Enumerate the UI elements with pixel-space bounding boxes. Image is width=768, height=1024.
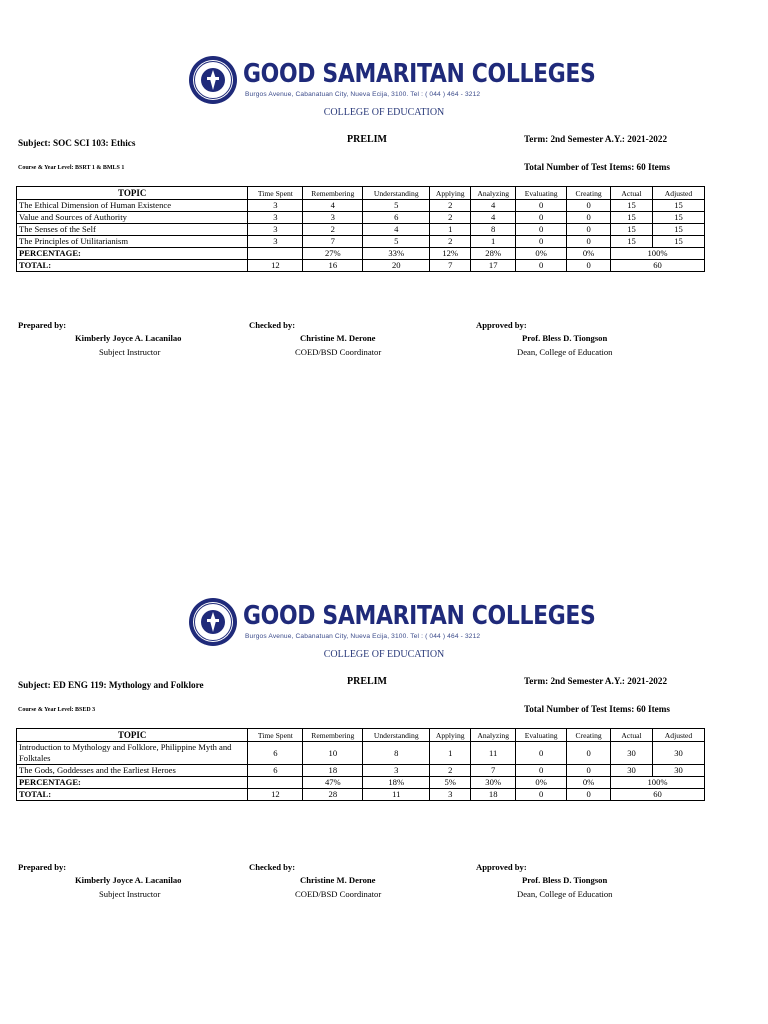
creating-pct: 0% xyxy=(567,248,611,260)
column-header: TOPIC xyxy=(17,729,248,742)
adjusted-cell: 15 xyxy=(653,212,705,224)
understanding-total: 20 xyxy=(363,260,430,272)
evaluating-cell: 0 xyxy=(516,200,567,212)
adjusted-cell: 15 xyxy=(653,236,705,248)
approved-by-label: Approved by: xyxy=(476,320,527,330)
applying-cell: 2 xyxy=(430,236,471,248)
analyzing-cell: 1 xyxy=(471,236,516,248)
evaluating-cell: 0 xyxy=(516,224,567,236)
approved-by-name: Prof. Bless D. Tiongson xyxy=(522,875,608,885)
analyzing-cell: 4 xyxy=(471,212,516,224)
applying-total: 7 xyxy=(430,260,471,272)
prepared-by-title: Subject Instructor xyxy=(99,889,161,899)
total-row xyxy=(17,789,705,801)
topic-cell: The Ethical Dimension of Human Existence xyxy=(17,200,248,212)
remembering-cell: 4 xyxy=(303,200,363,212)
checked-by-name: Christine M. Derone xyxy=(300,333,376,343)
adjusted-cell: 15 xyxy=(653,200,705,212)
actual-cell: 15 xyxy=(611,236,653,248)
time-total: 12 xyxy=(248,260,303,272)
college-name: GOOD SAMARITAN COLLEGES xyxy=(243,601,596,631)
remembering-pct: 27% xyxy=(303,248,363,260)
checked-by-title: COED/BSD Coordinator xyxy=(295,347,382,357)
evaluating-cell: 0 xyxy=(516,765,567,777)
adjusted-cell: 30 xyxy=(653,765,705,777)
evaluating-cell: 0 xyxy=(516,742,567,765)
column-header: Evaluating xyxy=(516,729,567,742)
column-header: Adjusted xyxy=(653,187,705,200)
creating-total: 0 xyxy=(567,789,611,801)
specification-table xyxy=(16,186,705,272)
analyzing-cell: 4 xyxy=(471,200,516,212)
column-header: Understanding xyxy=(363,729,430,742)
term-year: Term: 2nd Semester A.Y.: 2021-2022 xyxy=(524,134,668,144)
time-cell: 3 xyxy=(248,212,303,224)
column-header: Applying xyxy=(430,729,471,742)
college-name: GOOD SAMARITAN COLLEGES xyxy=(243,59,596,89)
grand-total: 60 xyxy=(611,789,705,801)
college-address: Burgos Avenue, Cabanatuan City, Nueva Ecija, 3100. Tel : ( 044 ) 464 - 3212 xyxy=(245,633,481,640)
analyzing-cell: 11 xyxy=(471,742,516,765)
approved-by-name: Prof. Bless D. Tiongson xyxy=(522,333,608,343)
applying-cell: 2 xyxy=(430,200,471,212)
total-label: TOTAL: xyxy=(17,260,248,272)
understanding-pct: 33% xyxy=(363,248,430,260)
remembering-cell: 7 xyxy=(303,236,363,248)
prepared-by-title: Subject Instructor xyxy=(99,347,161,357)
actual-cell: 30 xyxy=(611,742,653,765)
evaluating-cell: 0 xyxy=(516,236,567,248)
understanding-pct: 18% xyxy=(363,777,430,789)
analyzing-total: 17 xyxy=(471,260,516,272)
understanding-cell: 3 xyxy=(363,765,430,777)
column-header: Remembering xyxy=(303,187,363,200)
table-row xyxy=(17,212,705,224)
adjusted-cell: 15 xyxy=(653,224,705,236)
table-row xyxy=(17,742,705,765)
total-test-items: Total Number of Test Items: 60 Items xyxy=(524,704,670,714)
applying-cell: 1 xyxy=(430,742,471,765)
total-pct: 100% xyxy=(611,248,705,260)
checked-by-label: Checked by: xyxy=(249,320,296,330)
actual-cell: 15 xyxy=(611,224,653,236)
time-cell: 3 xyxy=(248,224,303,236)
analyzing-cell: 8 xyxy=(471,224,516,236)
understanding-cell: 4 xyxy=(363,224,430,236)
applying-pct: 12% xyxy=(430,248,471,260)
remembering-total: 16 xyxy=(303,260,363,272)
approved-by-title: Dean, College of Education xyxy=(517,347,613,357)
column-header: Analyzing xyxy=(471,187,516,200)
analyzing-total: 18 xyxy=(471,789,516,801)
analyzing-pct: 30% xyxy=(471,777,516,789)
percentage-label: PERCENTAGE: xyxy=(17,248,248,260)
exam-period: PRELIM xyxy=(347,134,387,145)
term-year: Term: 2nd Semester A.Y.: 2021-2022 xyxy=(524,676,668,686)
table-row xyxy=(17,200,705,212)
creating-cell: 0 xyxy=(567,236,611,248)
course-year-level: Course & Year Level: BSED 3 xyxy=(18,707,96,713)
column-header: Evaluating xyxy=(516,187,567,200)
analyzing-pct: 28% xyxy=(471,248,516,260)
understanding-cell: 6 xyxy=(363,212,430,224)
time-cell: 6 xyxy=(248,742,303,765)
understanding-cell: 8 xyxy=(363,742,430,765)
department-name: COLLEGE OF EDUCATION xyxy=(323,107,445,118)
table-row xyxy=(17,236,705,248)
actual-cell: 15 xyxy=(611,200,653,212)
column-header: Actual xyxy=(611,729,653,742)
creating-cell: 0 xyxy=(567,765,611,777)
percentage-row xyxy=(17,777,705,789)
approved-by-title: Dean, College of Education xyxy=(517,889,613,899)
tos-sheet-2 xyxy=(0,592,768,912)
evaluating-total: 0 xyxy=(516,260,567,272)
actual-cell: 15 xyxy=(611,212,653,224)
creating-cell: 0 xyxy=(567,742,611,765)
evaluating-pct: 0% xyxy=(516,777,567,789)
creating-cell: 0 xyxy=(567,224,611,236)
applying-cell: 1 xyxy=(430,224,471,236)
table-row xyxy=(17,224,705,236)
topic-cell: The Principles of Utilitarianism xyxy=(17,236,248,248)
applying-total: 3 xyxy=(430,789,471,801)
remembering-total: 28 xyxy=(303,789,363,801)
topic-cell: Introduction to Mythology and Folklore, Philippine Myth and Folktales xyxy=(17,742,248,765)
evaluating-pct: 0% xyxy=(516,248,567,260)
remembering-cell: 2 xyxy=(303,224,363,236)
creating-cell: 0 xyxy=(567,212,611,224)
percentage-row xyxy=(17,248,705,260)
tos-sheet-1 xyxy=(0,50,768,370)
understanding-cell: 5 xyxy=(363,236,430,248)
table-row xyxy=(17,765,705,777)
college-seal-icon xyxy=(188,55,238,105)
grand-total: 60 xyxy=(611,260,705,272)
applying-cell: 2 xyxy=(430,765,471,777)
time-cell: 3 xyxy=(248,236,303,248)
college-seal-icon xyxy=(188,597,238,647)
percentage-label: PERCENTAGE: xyxy=(17,777,248,789)
prepared-by-name: Kimberly Joyce A. Lacanilao xyxy=(75,875,182,885)
column-header: Adjusted xyxy=(653,729,705,742)
total-pct: 100% xyxy=(611,777,705,789)
column-header: Time Spent xyxy=(248,729,303,742)
creating-total: 0 xyxy=(567,260,611,272)
header-row xyxy=(17,729,705,742)
time-total: 12 xyxy=(248,789,303,801)
total-test-items: Total Number of Test Items: 60 Items xyxy=(524,162,670,172)
column-header: Understanding xyxy=(363,187,430,200)
column-header: TOPIC xyxy=(17,187,248,200)
time-cell: 6 xyxy=(248,765,303,777)
remembering-cell: 10 xyxy=(303,742,363,765)
actual-cell: 30 xyxy=(611,765,653,777)
prepared-by-name: Kimberly Joyce A. Lacanilao xyxy=(75,333,182,343)
column-header: Analyzing xyxy=(471,729,516,742)
analyzing-cell: 7 xyxy=(471,765,516,777)
creating-pct: 0% xyxy=(567,777,611,789)
college-header xyxy=(188,55,596,107)
remembering-cell: 18 xyxy=(303,765,363,777)
column-header: Applying xyxy=(430,187,471,200)
approved-by-label: Approved by: xyxy=(476,862,527,872)
creating-cell: 0 xyxy=(567,200,611,212)
course-year-level: Course & Year Level: BSRT 1 & BMLS 1 xyxy=(18,165,125,171)
checked-by-label: Checked by: xyxy=(249,862,296,872)
evaluating-cell: 0 xyxy=(516,212,567,224)
evaluating-total: 0 xyxy=(516,789,567,801)
exam-period: PRELIM xyxy=(347,676,387,687)
adjusted-cell: 30 xyxy=(653,742,705,765)
prepared-by-label: Prepared by: xyxy=(18,320,67,330)
remembering-pct: 47% xyxy=(303,777,363,789)
subject-label: Subject: ED ENG 119: Mythology and Folklore xyxy=(18,680,204,690)
column-header: Creating xyxy=(567,187,611,200)
topic-cell: The Senses of the Self xyxy=(17,224,248,236)
topic-cell: Value and Sources of Authority xyxy=(17,212,248,224)
empty-cell xyxy=(248,248,303,260)
header-row xyxy=(17,187,705,200)
college-address: Burgos Avenue, Cabanatuan City, Nueva Ecija, 3100. Tel : ( 044 ) 464 - 3212 xyxy=(245,91,481,98)
column-header: Actual xyxy=(611,187,653,200)
applying-cell: 2 xyxy=(430,212,471,224)
specification-table xyxy=(16,728,705,801)
department-name: COLLEGE OF EDUCATION xyxy=(323,649,445,660)
understanding-cell: 5 xyxy=(363,200,430,212)
total-label: TOTAL: xyxy=(17,789,248,801)
remembering-cell: 3 xyxy=(303,212,363,224)
column-header: Remembering xyxy=(303,729,363,742)
understanding-total: 11 xyxy=(363,789,430,801)
checked-by-name: Christine M. Derone xyxy=(300,875,376,885)
subject-label: Subject: SOC SCI 103: Ethics xyxy=(18,138,136,148)
prepared-by-label: Prepared by: xyxy=(18,862,67,872)
column-header: Time Spent xyxy=(248,187,303,200)
total-row xyxy=(17,260,705,272)
college-header xyxy=(188,597,596,649)
time-cell: 3 xyxy=(248,200,303,212)
empty-cell xyxy=(248,777,303,789)
checked-by-title: COED/BSD Coordinator xyxy=(295,889,382,899)
applying-pct: 5% xyxy=(430,777,471,789)
topic-cell: The Gods, Goddesses and the Earliest Heroes xyxy=(17,765,248,777)
column-header: Creating xyxy=(567,729,611,742)
